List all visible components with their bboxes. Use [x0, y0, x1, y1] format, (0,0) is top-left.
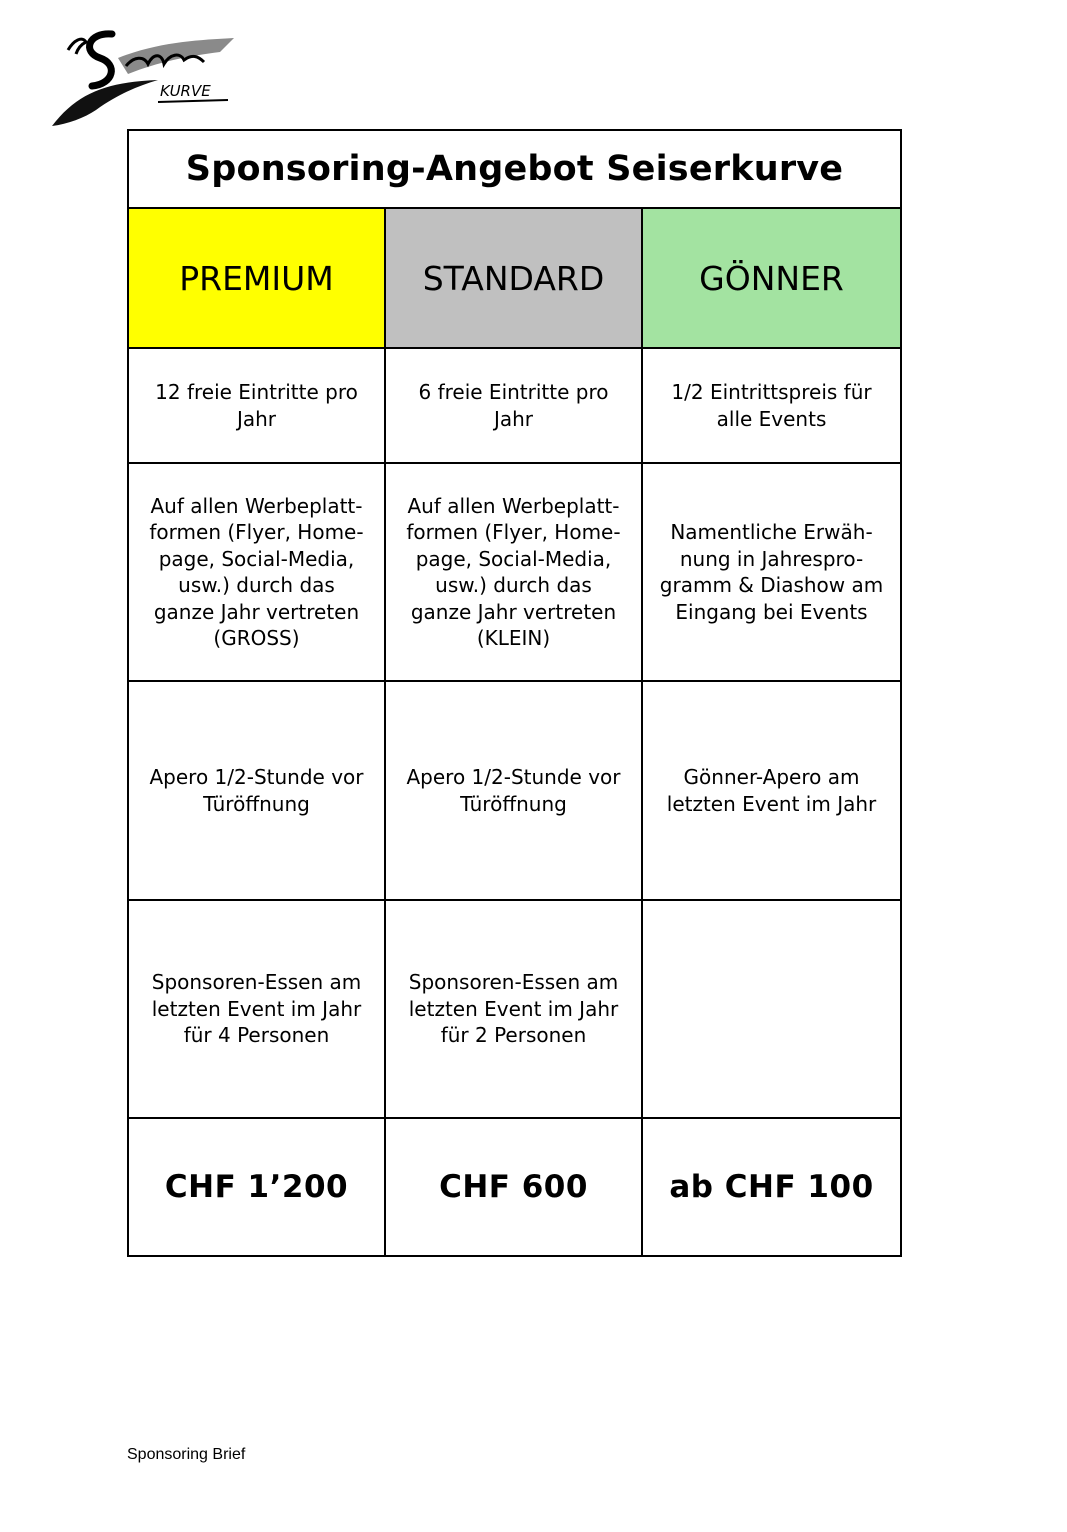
cell-line: 12 freie Eintritte pro: [155, 380, 358, 404]
cell-line: usw.) durch das: [178, 573, 335, 597]
tier-premium-header: PREMIUM: [128, 208, 385, 348]
cell-line: letzten Event im Jahr: [151, 996, 362, 1021]
premium-price: CHF 1’200: [128, 1118, 385, 1256]
cell-line: Türöffnung: [460, 791, 567, 816]
table-title: Sponsoring-Angebot Seiserkurve: [128, 130, 901, 208]
cell-line: Namentliche Erwäh-: [670, 520, 873, 544]
cell-line: usw.) durch das: [435, 573, 592, 597]
logo-brush-stroke: [52, 80, 158, 126]
logo-s-stroke: [90, 34, 112, 86]
seiserkurve-logo: [48, 22, 238, 132]
standard-feature-cell: [385, 900, 642, 1118]
cell-line: Sponsoren-Essen am: [408, 970, 619, 995]
goenner-feature-cell-empty: [642, 900, 901, 1118]
premium-feature-cell: [128, 463, 385, 681]
sponsoring-table: [127, 129, 902, 1257]
cell-line: für 2 Personen: [440, 1023, 587, 1048]
table-row: [128, 348, 901, 463]
footer-text: Sponsoring Brief: [127, 1446, 246, 1463]
premium-feature-cell: [128, 900, 385, 1118]
cell-line: Türöffnung: [203, 791, 310, 816]
cell-line: Jahr: [236, 406, 277, 431]
cell-line: gramm & Diashow am: [659, 573, 884, 597]
premium-feature-cell: [128, 348, 385, 463]
cell-line: alle Events: [716, 406, 827, 431]
table-row: [128, 681, 901, 900]
cell-line: formen (Flyer, Home-: [149, 520, 364, 544]
cell-line: Apero 1/2-Stunde vor: [406, 765, 621, 789]
cell-line: (KLEIN): [476, 626, 551, 650]
goenner-feature-cell: [642, 348, 901, 463]
standard-feature-cell: [385, 348, 642, 463]
cell-line: nung in Jahrespro-: [679, 546, 864, 571]
cell-line: für 4 Personen: [183, 1023, 330, 1048]
standard-feature-cell: [385, 681, 642, 900]
cell-line: Apero 1/2-Stunde vor: [149, 765, 364, 789]
premium-feature-cell: [128, 681, 385, 900]
goenner-price: ab CHF 100: [642, 1118, 901, 1256]
cell-line: ganze Jahr vertreten: [153, 599, 360, 624]
table-row: [128, 463, 901, 681]
goenner-feature-cell: [642, 681, 901, 900]
cell-line: Auf allen Werbeplatt-: [150, 493, 363, 518]
cell-line: 1/2 Eintrittspreis für: [671, 380, 872, 404]
standard-price: CHF 600: [385, 1118, 642, 1256]
cell-line: Eingang bei Events: [675, 599, 868, 624]
cell-line: page, Social-Media,: [158, 546, 355, 571]
cell-line: (GROSS): [213, 626, 300, 650]
cell-line: formen (Flyer, Home-: [406, 520, 621, 544]
logo-kurve-text: KURVE: [160, 82, 211, 100]
cell-line: ganze Jahr vertreten: [410, 599, 617, 624]
cell-line: 6 freie Eintritte pro: [418, 380, 609, 404]
cell-line: letzten Event im Jahr: [666, 791, 877, 816]
cell-line: Jahr: [493, 406, 534, 431]
goenner-feature-cell: [642, 463, 901, 681]
tier-standard-header: STANDARD: [385, 208, 642, 348]
standard-feature-cell: [385, 463, 642, 681]
logo-underline: [158, 100, 228, 102]
logo-apostrophe: [68, 39, 86, 54]
cell-line: Gönner-Apero am: [683, 765, 860, 789]
cell-line: letzten Event im Jahr: [408, 996, 619, 1021]
cell-line: Sponsoren-Essen am: [151, 970, 362, 995]
tier-goenner-header: GÖNNER: [642, 208, 901, 348]
table-row: [128, 900, 901, 1118]
cell-line: Auf allen Werbeplatt-: [407, 493, 620, 518]
cell-line: page, Social-Media,: [415, 546, 612, 571]
